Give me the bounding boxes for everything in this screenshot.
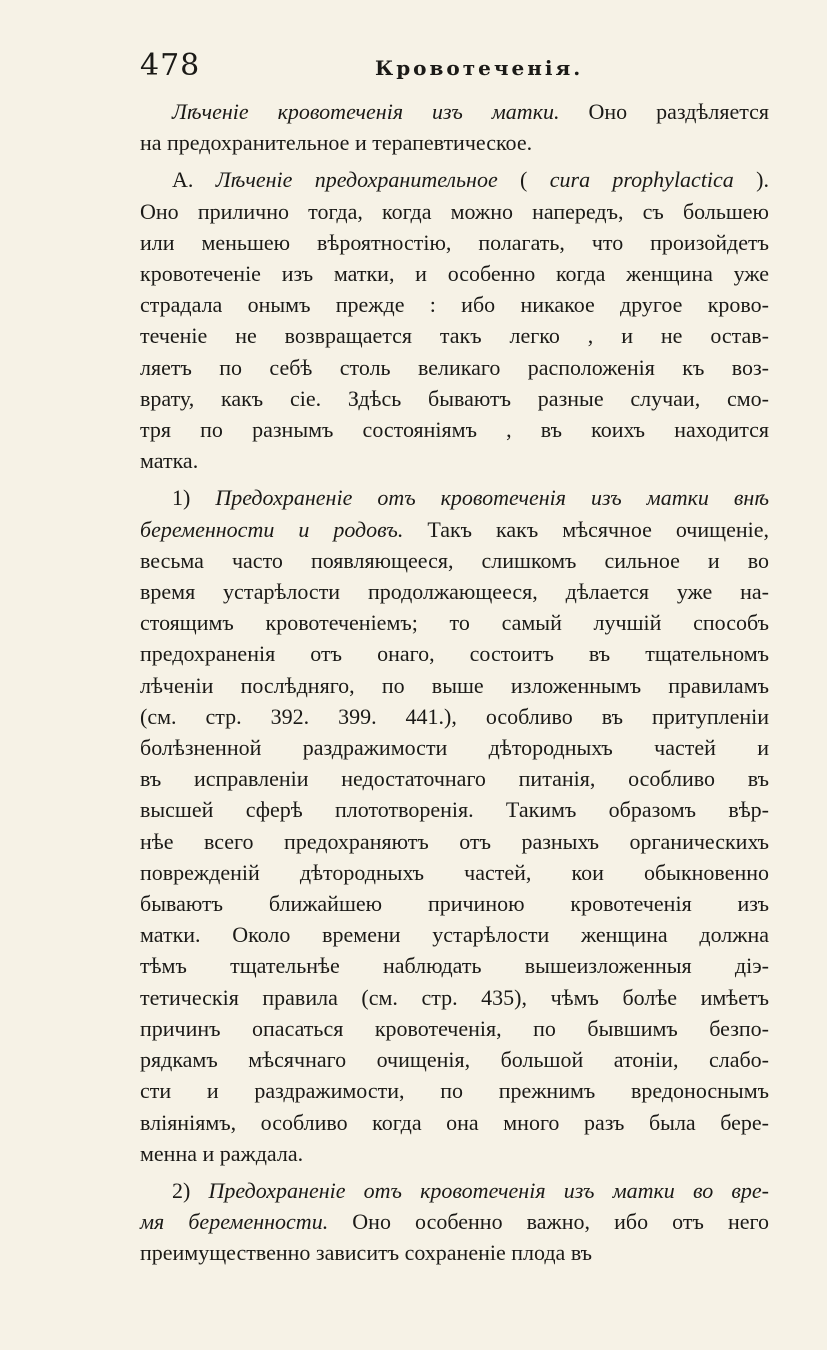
text: болѣзненной раздражимости дѣтородныхъ частей и <box>140 735 769 761</box>
text-line <box>140 482 769 513</box>
text-line <box>140 1237 769 1268</box>
text: или меньшею вѣроятностію, полагать, что произойдетъ <box>140 229 769 255</box>
page-number: 478 <box>140 48 201 83</box>
text-line <box>140 701 769 732</box>
text: теченіе не возвращается такъ легко , и не остав- <box>140 323 769 349</box>
text: 1) <box>172 485 216 511</box>
text: рядкамъ мѣсячнаго очищенія, большой атоніи, слабо- <box>140 1047 769 1073</box>
text-line <box>140 670 769 701</box>
text-line <box>140 227 769 258</box>
text-line <box>140 96 769 127</box>
text-line <box>140 1044 769 1075</box>
text-line <box>140 414 769 445</box>
italic-text: беременности и родовъ. <box>140 516 404 542</box>
text-line <box>140 794 769 825</box>
text: сти и раздражимости, по прежнимъ вредоноснымъ <box>140 1078 769 1104</box>
italic-text: мя беременности. <box>140 1209 329 1235</box>
text-line <box>140 826 769 857</box>
text: А. <box>172 167 216 193</box>
text: ( <box>497 167 550 193</box>
text-line <box>140 607 769 638</box>
text-line <box>140 576 769 607</box>
text-line <box>140 383 769 414</box>
running-title: Кровотеченія. <box>375 56 584 80</box>
text: 2) <box>172 1177 209 1203</box>
paragraph <box>140 1175 769 1269</box>
text: тетическія правила (см. стр. 435), чѣмъ болѣе имѣетъ <box>140 984 769 1010</box>
text: менна и раждала. <box>140 1140 304 1166</box>
text-line <box>140 258 769 289</box>
text-line <box>140 514 769 545</box>
text: Оно раздѣляется <box>559 99 769 124</box>
text-line <box>140 352 769 383</box>
text: вліяніямъ, особливо когда она много разъ была бере- <box>140 1109 769 1135</box>
text: матки. Около времени устарѣлости женщина должна <box>140 922 769 948</box>
text-line <box>140 732 769 763</box>
text-line <box>140 1138 769 1169</box>
text-line <box>140 857 769 888</box>
text: нѣе всего предохраняютъ отъ разныхъ органическихъ <box>140 828 769 854</box>
text: Такъ какъ мѣсячное очищеніе, <box>403 516 769 542</box>
text: преимущественно зависитъ сохраненіе плода въ <box>140 1240 593 1266</box>
text: поврежденій дѣтородныхъ частей, кои обыкновенно <box>140 859 769 885</box>
text-line <box>140 320 769 351</box>
italic-text: Предохраненіе отъ кровотеченія изъ матки внѣ <box>215 485 770 511</box>
text-line <box>140 1175 769 1206</box>
text-line <box>140 763 769 794</box>
text: въ исправленіи недостаточнаго питанія, особливо въ <box>140 766 769 792</box>
text-line <box>140 1206 769 1237</box>
text-line <box>140 445 769 476</box>
text: кровотеченіе изъ матки, и особенно когда женщина уже <box>140 261 769 287</box>
italic-text: cura prophylactica <box>549 167 734 193</box>
text-line <box>140 164 769 195</box>
text: врату, какъ сіе. Здѣсь бываютъ разные случаи, смо- <box>140 385 769 411</box>
paragraph <box>140 482 769 1168</box>
text: Оно прилично тогда, когда можно напередъ, съ большею <box>140 198 769 224</box>
text-line <box>140 196 769 227</box>
text-line <box>140 950 769 981</box>
text-line <box>140 1075 769 1106</box>
text: предохраненія отъ онаго, состоитъ въ тщательномъ <box>140 641 769 667</box>
text: бываютъ ближайшею причиною кровотеченія изъ <box>140 891 769 917</box>
text: тря по разнымъ состояніямъ , въ коихъ находится <box>140 417 769 443</box>
paragraph <box>140 164 769 476</box>
text: (см. стр. 392. 399. 441.), особливо въ притупленіи <box>140 703 769 729</box>
text-line <box>140 289 769 320</box>
text: время устарѣлости продолжающееся, дѣлается уже на- <box>140 579 769 605</box>
text-line <box>140 919 769 950</box>
text-line <box>140 982 769 1013</box>
text-line <box>140 1013 769 1044</box>
text-line <box>140 127 769 158</box>
body-text <box>140 96 769 1269</box>
text: на предохранительное и терапевтическое. <box>140 130 533 156</box>
text: весьма часто появляющееся, слишкомъ сильное и во <box>140 547 769 573</box>
text: Оно особенно важно, ибо отъ него <box>328 1209 769 1235</box>
text-line <box>140 638 769 669</box>
text: лѣченіи послѣдняго, по выше изложеннымъ правиламъ <box>140 672 769 698</box>
text: страдала онымъ прежде : ибо никакое другое крово- <box>140 292 769 318</box>
text: ). <box>733 167 769 193</box>
page-header <box>140 48 769 92</box>
text: матка. <box>140 448 199 474</box>
text-line <box>140 888 769 919</box>
text: причинъ опасаться кровотеченія, по бывшимъ безпо- <box>140 1015 769 1041</box>
text-line <box>140 1107 769 1138</box>
text: высшей сферѣ плототворенія. Такимъ образомъ вѣр- <box>140 797 769 823</box>
text-line <box>140 545 769 576</box>
italic-text: Предохраненіе отъ кровотеченія изъ матки во вре- <box>208 1177 769 1203</box>
paragraph <box>140 96 769 158</box>
italic-text: Лѣченіе предохранительное <box>215 167 498 193</box>
text: стоящимъ кровотеченіемъ; то самый лучшій способъ <box>140 610 769 636</box>
text: тѣмъ тщательнѣе наблюдать вышеизложенныя діэ- <box>140 953 769 979</box>
text: ляетъ по себѣ столь великаго расположенія къ воз- <box>140 354 769 380</box>
italic-text: Лѣченіе кровотеченія изъ матки. <box>172 99 560 124</box>
